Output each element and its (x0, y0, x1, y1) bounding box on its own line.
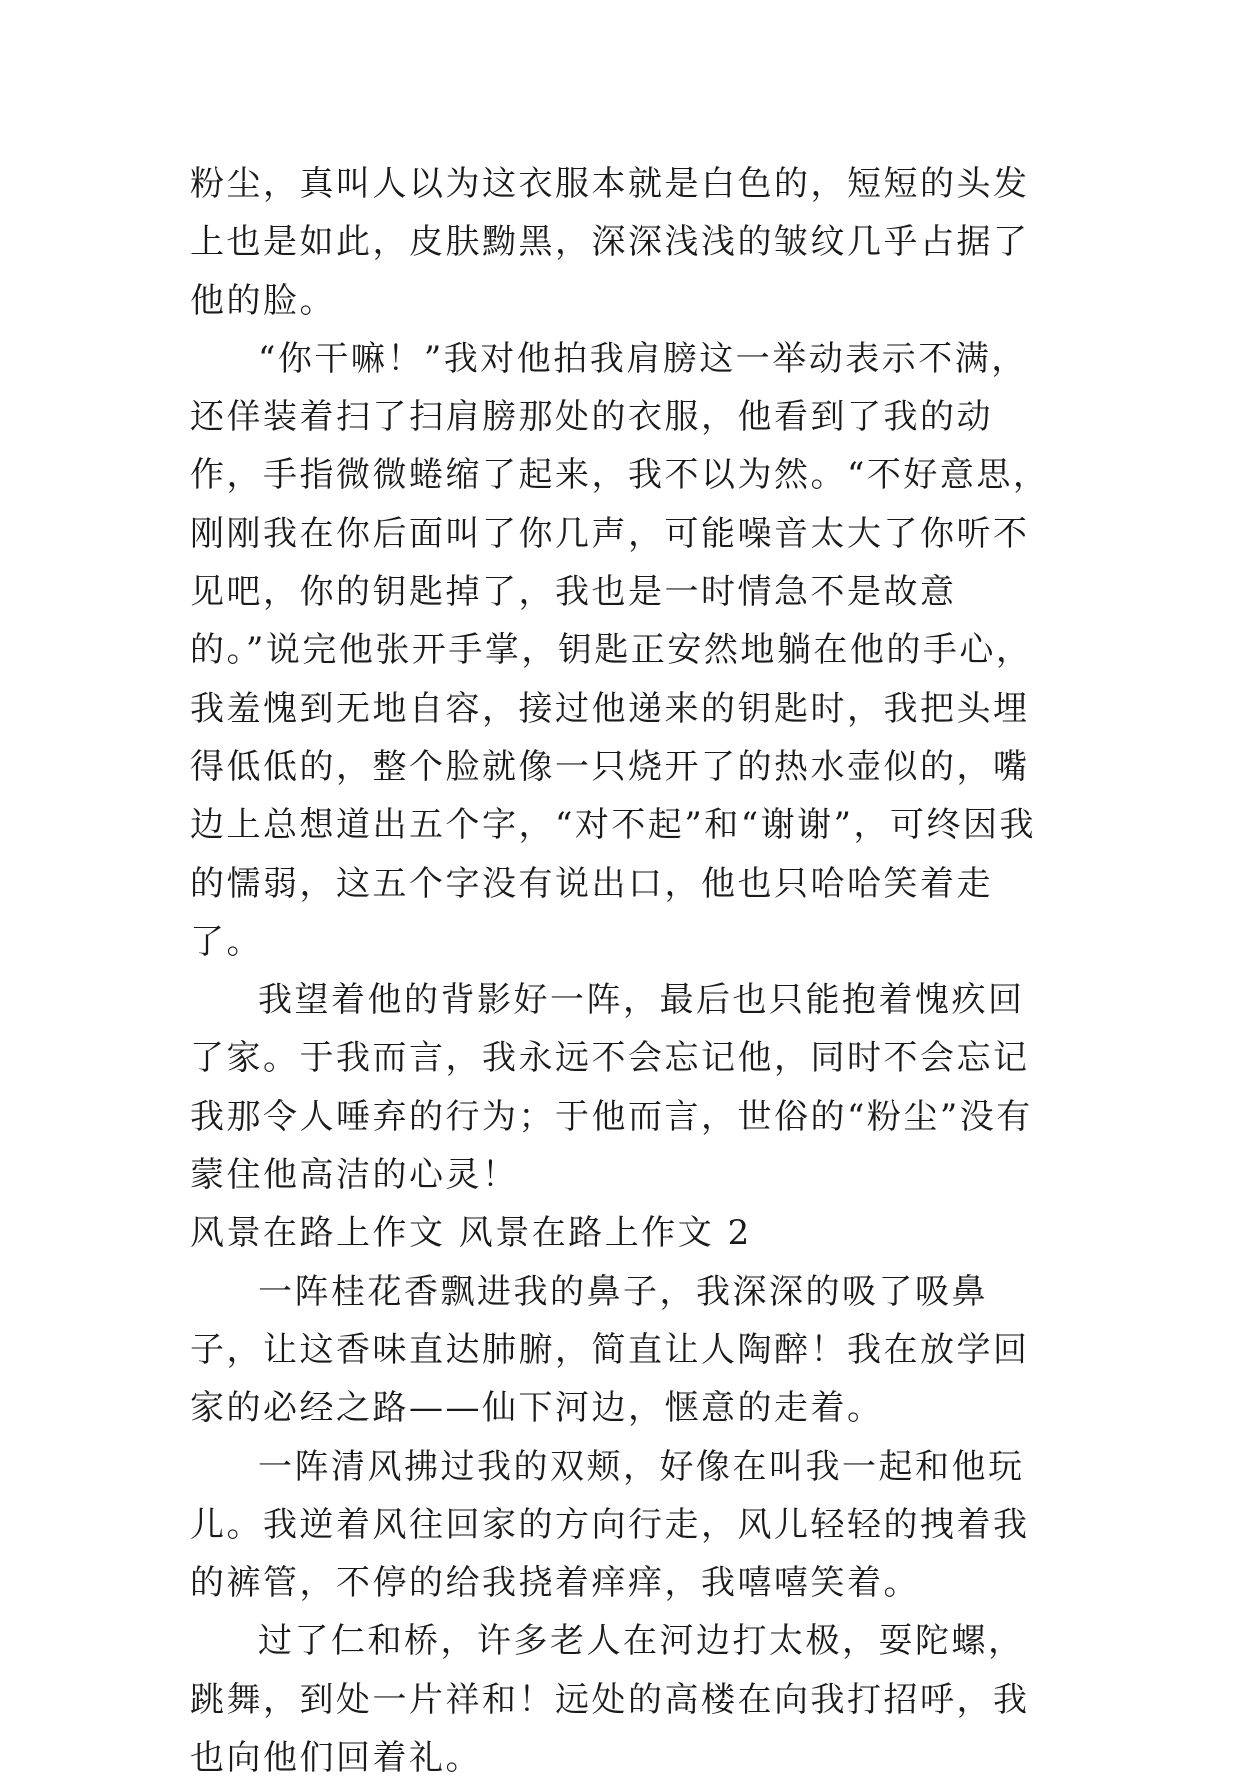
body-text (190, 155, 1060, 1787)
paragraph-1: 粉尘，真叫人以为这衣服本就是白色的，短短的头发上也是如此，皮肤黝黑，深深浅浅的皱纹几乎占据了他的脸。 (190, 164, 1030, 321)
paragraph-6: 过了仁和桥，许多老人在河边打太极，耍陀螺，跳舞，到处一片祥和！远处的高楼在向我打招呼，我也向他们回着礼。 (190, 1621, 1030, 1779)
paragraph-4: 一阵桂花香飘进我的鼻子，我深深的吸了吸鼻子，让这香味直达肺腑，简直让人陶醉！我在放学回家的必经之路——仙下河边，惬意的走着。 (190, 1271, 1030, 1429)
paragraph-2: “你干嘛！”我对他拍我肩膀这一举动表示不满，还佯装着扫了扫肩膀那处的衣服，他看到了我的动作，手指微微蜷缩了起来，我不以为然。“不好意思，刚刚我在你后面叫了你几声，可能噪音太大了你听不见吧，你的钥匙掉了，我也是一时情急不是故意的。”说完他张开手掌，钥匙正安然地躺在他的手心，我羞愧到无地自容，接过他递来的钥匙时，我把头埋得低低的，整个脸就像一只烧开了的热水壶似的，嘴边上总想道出五个字，“对不起”和“谢谢”，可终因我的懦弱，这五个字没有说出口，他也只哈哈笑着走了。 (190, 338, 1050, 962)
paragraph-3: 我望着他的背影好一阵，最后也只能抱着愧疚回了家。于我而言，我永远不会忘记他，同时不会忘记我那令人唾弃的行为；于他而言，世俗的“粉尘”没有蒙住他高洁的心灵！ (190, 980, 1033, 1196)
paragraph-5: 一阵清风拂过我的双颊，好像在叫我一起和他玩儿。我逆着风往回家的方向行走，风儿轻轻的拽着我的裤管，不停的给我挠着痒痒，我嘻嘻笑着。 (190, 1446, 1030, 1604)
section-heading: 风景在路上作文 风景在路上作文 2 (190, 1213, 752, 1254)
